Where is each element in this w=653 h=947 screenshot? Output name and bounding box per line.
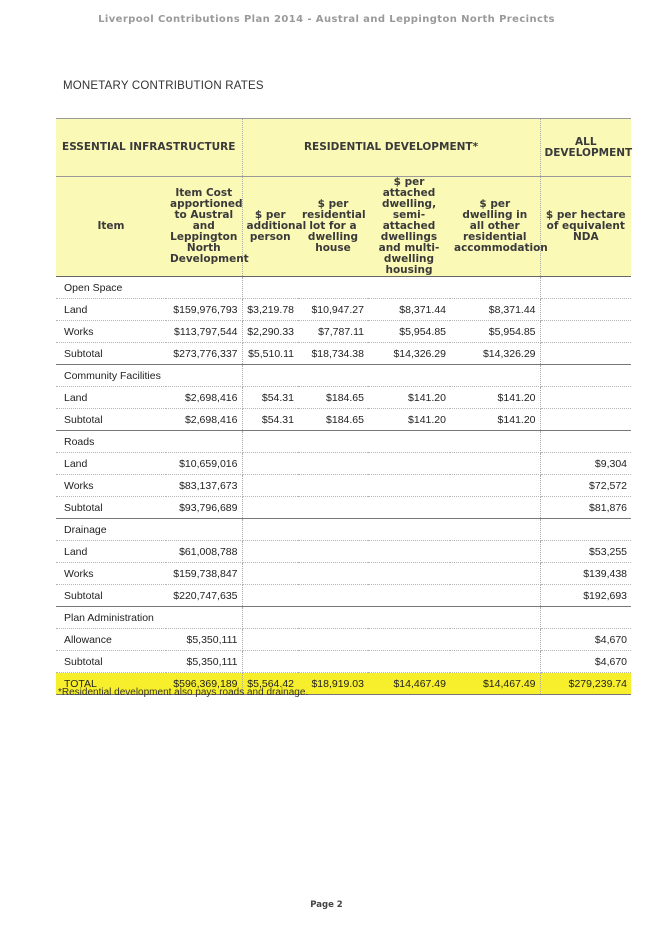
cell-per-hectare: $53,255 (540, 541, 631, 563)
table-row (56, 453, 631, 475)
cell-per-attached (368, 585, 450, 607)
cell-item-cost: $10,659,016 (166, 453, 242, 475)
cell-per-hectare: $139,438 (540, 563, 631, 585)
cell-per-attached (368, 475, 450, 497)
cell-item-cost: $83,137,673 (166, 475, 242, 497)
cell-per-attached (368, 453, 450, 475)
cell-per-lot: $184.65 (298, 409, 368, 431)
cell-per-hectare: $192,693 (540, 585, 631, 607)
table-row (56, 563, 631, 585)
row-label: Works (56, 321, 166, 343)
cell-per-attached (368, 497, 450, 519)
group-label: Open Space (56, 277, 242, 299)
cell-per-hectare: $4,670 (540, 651, 631, 673)
cell-per-other (450, 497, 540, 519)
cell-per-other (450, 541, 540, 563)
row-label: Works (56, 475, 166, 497)
cell-per-other (450, 585, 540, 607)
col-header-item-cost: Item Cost apportioned to Austral and Leppington North Development (166, 177, 242, 277)
cell-per-person: $5,564.42 (242, 673, 298, 695)
cell-per-attached (368, 629, 450, 651)
group-label: Drainage (56, 519, 242, 541)
row-label: TOTAL (56, 673, 166, 695)
row-label: Land (56, 453, 166, 475)
cell-per-person (242, 453, 298, 475)
cell-per-person: $54.31 (242, 409, 298, 431)
cell-per-lot (298, 475, 368, 497)
cell-per-lot (298, 651, 368, 673)
page-number: Page 2 (310, 900, 343, 910)
cell-per-hectare (540, 409, 631, 431)
group-header-row (56, 119, 631, 177)
group-row-roads (56, 431, 631, 453)
cell-per-lot: $10,947.27 (298, 299, 368, 321)
row-label: Subtotal (56, 651, 166, 673)
cell-per-person (242, 585, 298, 607)
cell-per-lot: $18,919.03 (298, 673, 368, 695)
cell-item-cost: $2,698,416 (166, 409, 242, 431)
cell-per-person (242, 541, 298, 563)
cell-per-hectare: $279,239.74 (540, 673, 631, 695)
cell-per-hectare: $9,304 (540, 453, 631, 475)
cell-per-other (450, 563, 540, 585)
table-row (56, 321, 631, 343)
cell-per-attached: $14,326.29 (368, 343, 450, 365)
subtotal-row (56, 497, 631, 519)
cell-item-cost: $2,698,416 (166, 387, 242, 409)
cell-item-cost: $5,350,111 (166, 651, 242, 673)
cell-item-cost: $273,776,337 (166, 343, 242, 365)
cell-per-other: $14,326.29 (450, 343, 540, 365)
section-title: MONETARY CONTRIBUTION RATES (63, 80, 264, 92)
col-header-item: Item (56, 177, 166, 277)
cell-per-lot (298, 453, 368, 475)
cell-per-other: $5,954.85 (450, 321, 540, 343)
cell-per-attached (368, 541, 450, 563)
cell-item-cost: $220,747,635 (166, 585, 242, 607)
cell-item-cost: $159,738,847 (166, 563, 242, 585)
cell-per-other (450, 629, 540, 651)
cell-per-other: $8,371.44 (450, 299, 540, 321)
cell-item-cost: $113,797,544 (166, 321, 242, 343)
row-label: Allowance (56, 629, 166, 651)
group-label: Community Facilities (56, 365, 242, 387)
cell-per-hectare (540, 299, 631, 321)
cell-per-person (242, 651, 298, 673)
group-row-open-space (56, 277, 631, 299)
cell-per-other (450, 453, 540, 475)
column-header-row (56, 177, 631, 277)
cell-per-hectare: $4,670 (540, 629, 631, 651)
cell-per-attached (368, 651, 450, 673)
group-row-plan-administration (56, 607, 631, 629)
cell-per-attached: $14,467.49 (368, 673, 450, 695)
cell-per-hectare: $72,572 (540, 475, 631, 497)
footnote: *Residential development also pays roads and drainage. (58, 687, 309, 698)
group-label: Roads (56, 431, 242, 453)
group-row-drainage (56, 519, 631, 541)
cell-per-person (242, 629, 298, 651)
cell-per-other: $141.20 (450, 409, 540, 431)
cell-per-attached (368, 563, 450, 585)
subtotal-row (56, 343, 631, 365)
cell-per-attached: $5,954.85 (368, 321, 450, 343)
table-row (56, 475, 631, 497)
cell-item-cost: $159,976,793 (166, 299, 242, 321)
group-header-all: ALL DEVELOPMENT (540, 119, 631, 177)
cell-per-person: $5,510.11 (242, 343, 298, 365)
subtotal-row (56, 651, 631, 673)
cell-per-lot (298, 585, 368, 607)
cell-item-cost: $596,369,189 (166, 673, 242, 695)
table-row (56, 299, 631, 321)
contribution-rates-table (56, 118, 631, 695)
cell-per-hectare (540, 387, 631, 409)
subtotal-row (56, 585, 631, 607)
col-header-per-lot: $ per residential lot for a dwelling house (298, 177, 368, 277)
cell-per-attached: $141.20 (368, 409, 450, 431)
cell-per-person (242, 497, 298, 519)
cell-per-attached: $8,371.44 (368, 299, 450, 321)
row-label: Subtotal (56, 409, 166, 431)
document-header: Liverpool Contributions Plan 2014 - Austral and Leppington North Precincts (98, 14, 555, 25)
row-label: Subtotal (56, 497, 166, 519)
col-header-per-attached: $ per attached dwelling, semi-attached dwellings and multi-dwelling housing (368, 177, 450, 277)
cell-item-cost: $93,796,689 (166, 497, 242, 519)
cell-per-person: $54.31 (242, 387, 298, 409)
row-label: Subtotal (56, 585, 166, 607)
col-header-per-other: $ per dwelling in all other residential accommodation (450, 177, 540, 277)
cell-per-hectare (540, 343, 631, 365)
group-header-essential: ESSENTIAL INFRASTRUCTURE (56, 119, 242, 177)
cell-per-hectare: $81,876 (540, 497, 631, 519)
cell-per-lot (298, 497, 368, 519)
cell-per-lot: $18,734.38 (298, 343, 368, 365)
cell-per-lot (298, 629, 368, 651)
cell-per-person (242, 475, 298, 497)
table-row (56, 541, 631, 563)
row-label: Works (56, 563, 166, 585)
row-label: Land (56, 387, 166, 409)
cell-per-lot: $184.65 (298, 387, 368, 409)
table-row (56, 629, 631, 651)
cell-per-person: $3,219.78 (242, 299, 298, 321)
cell-per-hectare (540, 321, 631, 343)
cell-per-person (242, 563, 298, 585)
cell-item-cost: $5,350,111 (166, 629, 242, 651)
cell-per-lot (298, 563, 368, 585)
cell-per-lot: $7,787.11 (298, 321, 368, 343)
row-label: Land (56, 541, 166, 563)
cell-per-attached: $141.20 (368, 387, 450, 409)
group-label: Plan Administration (56, 607, 242, 629)
col-header-per-person: $ per additional person (242, 177, 298, 277)
cell-per-lot (298, 541, 368, 563)
cell-per-person: $2,290.33 (242, 321, 298, 343)
cell-per-other: $14,467.49 (450, 673, 540, 695)
row-label: Land (56, 299, 166, 321)
col-header-per-hectare: $ per hectare of equivalent NDA (540, 177, 631, 277)
table-row (56, 387, 631, 409)
cell-per-other (450, 651, 540, 673)
cell-per-other (450, 475, 540, 497)
group-header-residential: RESIDENTIAL DEVELOPMENT* (242, 119, 540, 177)
subtotal-row (56, 409, 631, 431)
group-row-community-facilities (56, 365, 631, 387)
row-label: Subtotal (56, 343, 166, 365)
cell-per-other: $141.20 (450, 387, 540, 409)
cell-item-cost: $61,008,788 (166, 541, 242, 563)
